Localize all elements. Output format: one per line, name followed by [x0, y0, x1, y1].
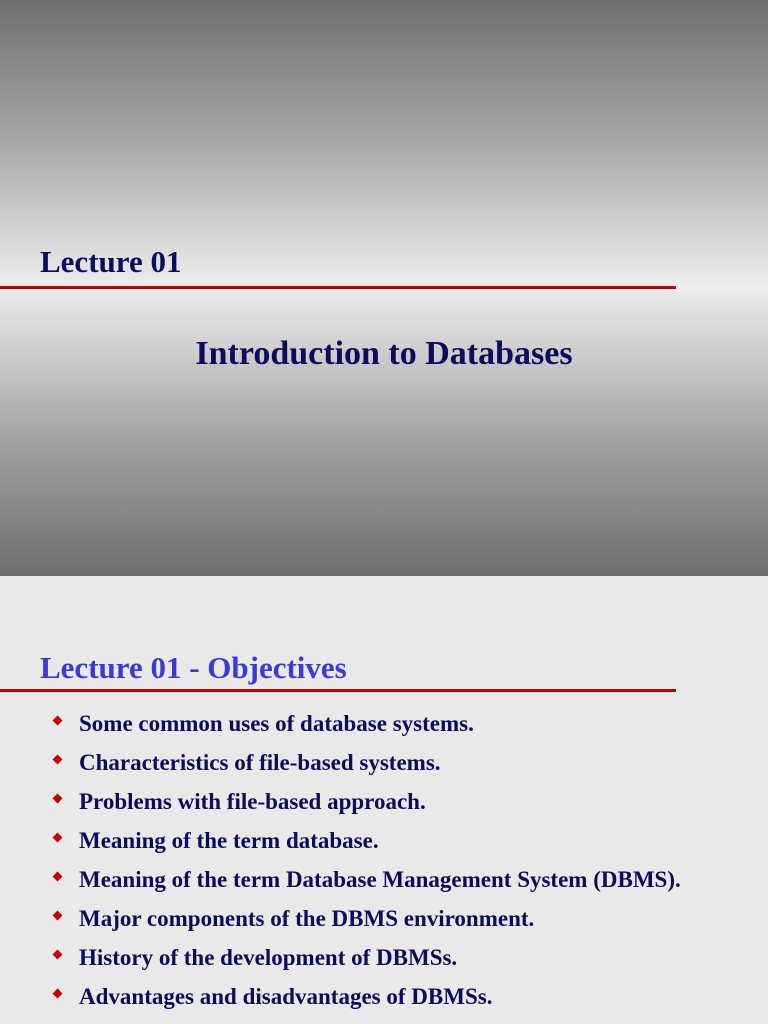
- list-item-text: Advantages and disadvantages of DBMSs.: [79, 984, 493, 1009]
- title-divider: [0, 286, 676, 289]
- objectives-slide: [0, 576, 768, 1024]
- diamond-bullet-icon: [53, 716, 63, 726]
- list-item: [0, 903, 700, 935]
- slide-title: Introduction to Databases: [195, 335, 573, 372]
- diamond-bullet-icon: [53, 833, 63, 843]
- objectives-divider: [0, 689, 676, 692]
- diamond-bullet-icon: [53, 872, 63, 882]
- list-item-text: Characteristics of file-based systems.: [79, 750, 441, 775]
- list-item-text: Major components of the DBMS environment.: [79, 906, 535, 931]
- list-item: [0, 786, 700, 818]
- diamond-bullet-icon: [53, 989, 63, 999]
- list-item: [0, 942, 700, 974]
- list-item-text: History of the development of DBMSs.: [79, 945, 458, 970]
- list-item: [0, 981, 700, 1013]
- diamond-bullet-icon: [53, 794, 63, 804]
- list-item-text: Meaning of the term Database Management System (DBMS).: [79, 867, 681, 892]
- list-item: [0, 864, 700, 896]
- list-item-text: Problems with file-based approach.: [79, 789, 426, 814]
- list-item-text: Meaning of the term database.: [79, 828, 379, 853]
- lecture-label: Lecture 01: [40, 244, 182, 279]
- list-item: [0, 825, 700, 857]
- objectives-list: [0, 708, 700, 1020]
- list-item: [0, 747, 700, 779]
- diamond-bullet-icon: [53, 911, 63, 921]
- list-item: [0, 708, 700, 740]
- list-item-text: Some common uses of database systems.: [79, 711, 474, 736]
- diamond-bullet-icon: [53, 755, 63, 765]
- diamond-bullet-icon: [53, 950, 63, 960]
- objectives-heading: Lecture 01 - Objectives: [40, 650, 347, 685]
